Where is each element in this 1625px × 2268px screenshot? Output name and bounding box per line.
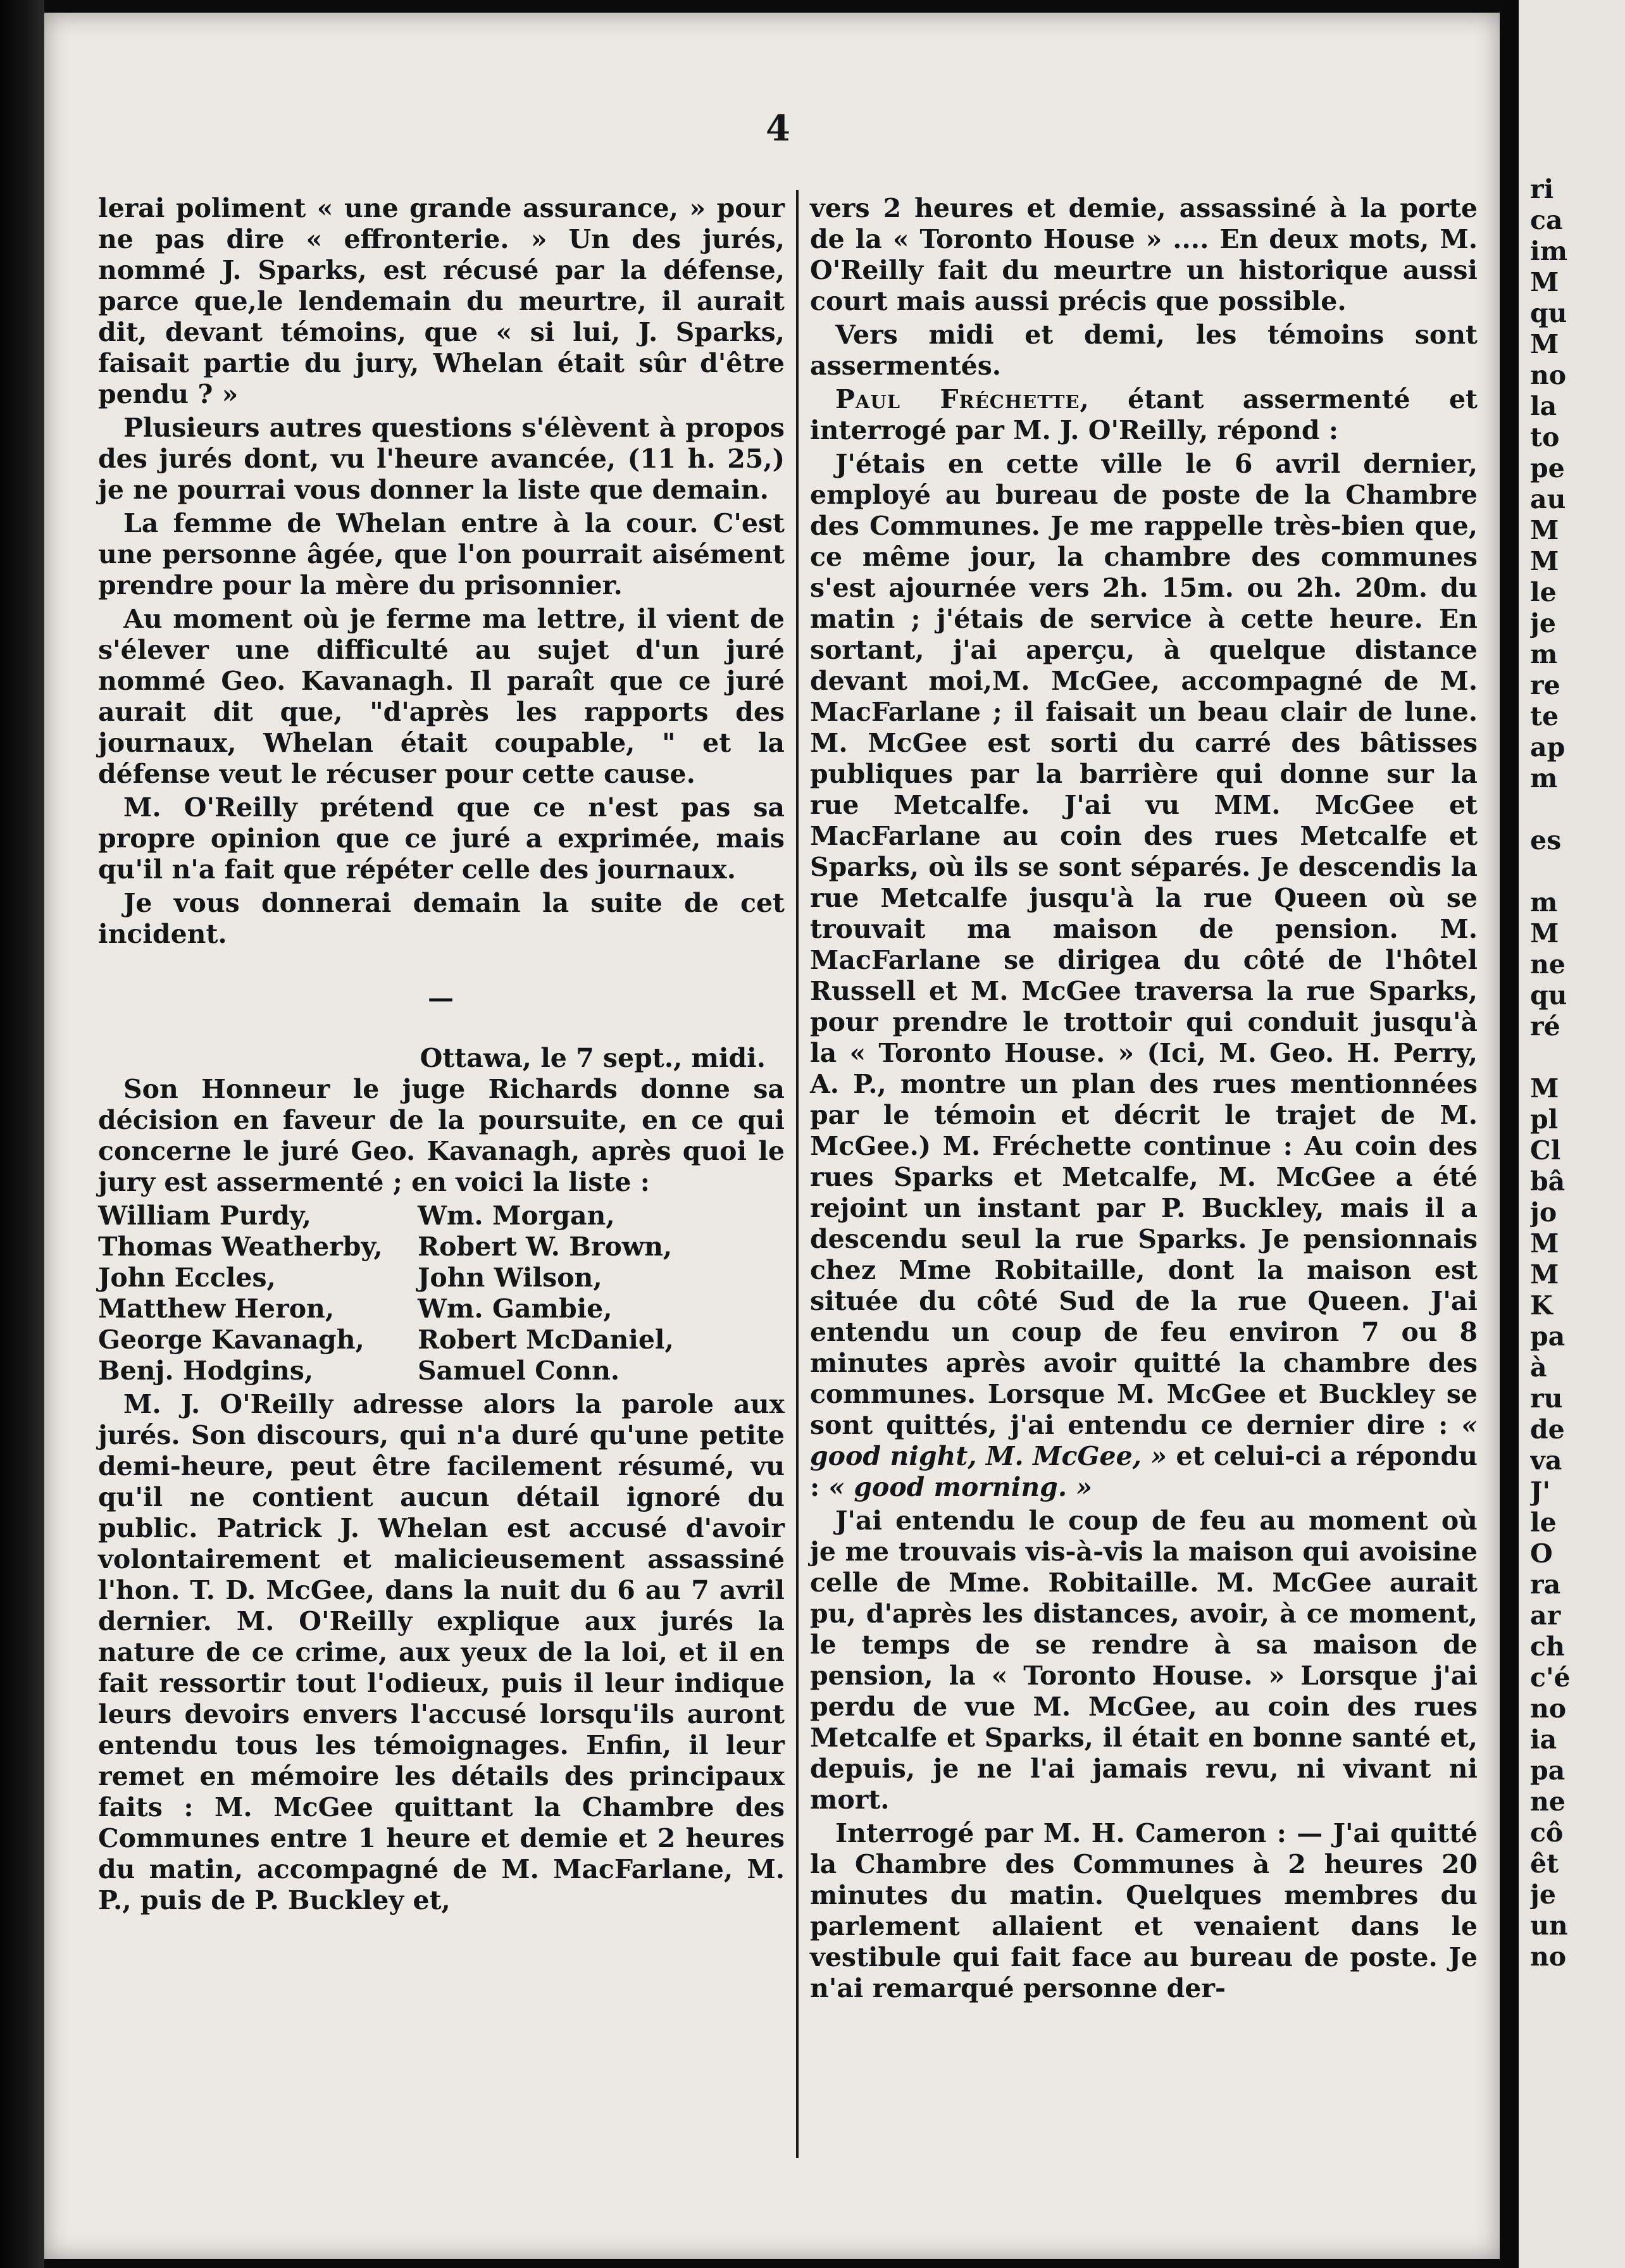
fragment-line: ca [1530, 205, 1563, 235]
fragment-line: J' [1530, 1476, 1550, 1507]
fragment-line: Cl [1530, 1135, 1561, 1166]
juror: William Purdy, [98, 1200, 311, 1231]
paragraph: La femme de Whelan entre à la cour. C'est une personne âgée, que l'on pourrait aisément prendre pour la mère du prisonnier. [98, 508, 785, 601]
fragment-line: ar [1530, 1600, 1561, 1631]
fragment-line: ri [1530, 174, 1554, 204]
fragment-line: ch [1530, 1631, 1565, 1662]
juror: Robert McDaniel, [418, 1324, 674, 1355]
section-separator: — [428, 983, 455, 1013]
testimony-text: et celui-ci a répondu : [810, 1441, 1478, 1502]
fragment-line: un [1530, 1910, 1568, 1941]
fragment-line: m [1530, 763, 1558, 794]
jury-list [98, 1200, 785, 1386]
juror: Benj. Hodgins, [98, 1355, 314, 1386]
fragment-line: ra [1530, 1569, 1561, 1600]
fragment-line: bâ [1530, 1166, 1566, 1197]
paragraph: Plusieurs autres questions s'élèvent à propos des jurés dont, vu l'heure avancée, (11 h. 25,) je ne pourrai vous donner la liste que demain. [98, 413, 785, 505]
fragment-line: pl [1530, 1104, 1559, 1135]
fragment-line: êt [1530, 1848, 1559, 1879]
fragment-line: cô [1530, 1817, 1564, 1848]
fragment-line: M [1530, 267, 1559, 297]
juror: Thomas Weatherby, [98, 1231, 383, 1262]
fragment-line: M [1530, 329, 1559, 359]
fragment-line: jo [1530, 1197, 1557, 1228]
fragment-line [1530, 1042, 1625, 1073]
page-number: 4 [766, 108, 790, 149]
fragment-line: M [1530, 1259, 1559, 1290]
fragment-line: K [1530, 1290, 1553, 1321]
fragment-line: O [1530, 1538, 1553, 1569]
fragment-line: to [1530, 422, 1560, 452]
fragment-line: qu [1530, 980, 1567, 1011]
adjacent-page-edge [1519, 0, 1625, 2268]
quote-good-night: « good night, M. McGee, » [810, 1410, 1478, 1471]
juror: John Wilson, [418, 1262, 602, 1293]
juror: Wm. Morgan, [418, 1200, 615, 1231]
paragraph: lerai poliment « une grande assurance, » pour ne pas dire « effronterie. » Un des jurés, nommé J. Sparks, est récusé par la défense, parce que,le lendemain du meurtre, il aurait dit, devant témoins, que « si lui, J. Sparks, faisait partie du jury, Whelan était sûr d'être pendu ? » [98, 193, 785, 409]
fragment-line: au [1530, 484, 1566, 514]
witness-paragraph [810, 384, 1478, 446]
paragraph: vers 2 heures et demie, assassiné à la porte de la « Toronto House » .... En deux mots, M. O'Reilly fait du meurtre un historique aussi court mais aussi précis que possible. [810, 193, 1478, 316]
fragment-line: te [1530, 701, 1559, 732]
paragraph: Son Honneur le juge Richards donne sa décision en faveur de la poursuite, en ce qui concerne le juré Geo. Kavanagh, après quoi le jury est assermenté ; en voici la liste : [98, 1074, 785, 1197]
adjacent-page-fragments [1530, 174, 1625, 1972]
fragment-line [1530, 856, 1625, 887]
fragment-line: je [1530, 1879, 1556, 1910]
juror: Matthew Heron, [98, 1293, 335, 1324]
witness-name: Paul Fréchette [835, 384, 1080, 414]
paragraph: Je vous donnerai demain la suite de cet incident. [98, 888, 785, 949]
juror: Samuel Conn. [418, 1355, 620, 1386]
fragment-line: je [1530, 608, 1556, 639]
fragment-line: pa [1530, 1755, 1566, 1786]
scan-gutter [1500, 0, 1519, 2268]
paragraph: Au moment où je ferme ma lettre, il vient de s'élever une difficulté au sujet d'un juré nommé Geo. Kavanagh. Il paraît que ce juré aurait dit que, "d'après les rapports des journaux, Whelan était coupable, " et la défense veut le récuser pour cette cause. [98, 604, 785, 789]
fragment-line: M [1530, 546, 1559, 576]
fragment-line: M [1530, 1228, 1559, 1259]
paragraph [810, 449, 1478, 1503]
fragment-line: ap [1530, 732, 1566, 763]
fragment-line: le [1530, 577, 1557, 608]
dateline: Ottawa, le 7 sept., midi. [420, 1043, 766, 1073]
juror: John Eccles, [98, 1262, 276, 1293]
fragment-line: m [1530, 639, 1558, 670]
fragment-line: ru [1530, 1383, 1563, 1414]
fragment-line: M [1530, 918, 1559, 949]
fragment-line [1530, 794, 1625, 825]
fragment-line: de [1530, 1414, 1565, 1445]
fragment-line: ia [1530, 1724, 1557, 1755]
paragraph: M. J. O'Reilly adresse alors la parole aux jurés. Son discours, qui n'a duré qu'une petite demi-heure, peut être facilement résumé, vu qu'il ne contient aucun détail ignoré du public. Patrick J. Whelan est accusé d'avoir volontairement et malicieusement assassiné l'hon. T. D. McGee, dans la nuit du 6 au 7 avril dernier. M. O'Reilly explique aux jurés la nature de ce crime, aux yeux de la loi, et il en fait ressortir tout l'odieux, puis il leur indique leurs devoirs envers l'accusé lorsqu'ils auront entendu tous les témoignages. Enfin, il leur remet en mémoire les détails des principaux faits : M. McGee quittant la Chambre des Communes entre 1 heure et demie et 2 heures du matin, accompagné de M. MacFarlane, M. P., puis de P. Buckley et, [98, 1389, 785, 1916]
fragment-line: ne [1530, 949, 1566, 980]
fragment-line: va [1530, 1445, 1562, 1476]
fragment-line: pe [1530, 453, 1565, 483]
fragment-line: qu [1530, 298, 1567, 328]
fragment-line: re [1530, 670, 1560, 701]
left-column [98, 193, 785, 1916]
fragment-line: le [1530, 1507, 1557, 1538]
column-rule [796, 190, 799, 2158]
juror: Wm. Gambie, [418, 1293, 613, 1324]
fragment-line: M [1530, 515, 1559, 545]
fragment-line: ne [1530, 1786, 1566, 1817]
paragraph: M. O'Reilly prétend que ce n'est pas sa propre opinion que ce juré a exprimée, mais qu'il n'a fait que répéter celle des journaux. [98, 792, 785, 885]
fragment-line: la [1530, 391, 1557, 421]
fragment-line: im [1530, 236, 1567, 266]
fragment-line: no [1530, 1693, 1567, 1724]
juror: George Kavanagh, [98, 1324, 364, 1355]
paragraph: Vers midi et demi, les témoins sont assermentés. [810, 320, 1478, 381]
fragment-line: M [1530, 1073, 1559, 1104]
scan-edge [0, 0, 44, 2268]
juror: Robert W. Brown, [418, 1231, 673, 1262]
witness-intro: , étant assermenté et interrogé par M. J. O'Reilly, répond : [810, 384, 1478, 446]
paragraph: Interrogé par M. H. Cameron : — J'ai quitté la Chambre des Communes à 2 heures 20 minutes du matin. Quelques membres du parlement allaient et venaient dans le vestibule qui fait face au bureau de poste. Je n'ai remarqué personne der- [810, 1818, 1478, 2003]
fragment-line: à [1530, 1352, 1547, 1383]
testimony-text: J'étais en cette ville le 6 avril dernier, employé au bureau de poste de la Chambre des Communes. Je me rappelle très-bien que, ce même jour, la chambre des communes s'est ajournée vers 2h. 15m. ou 2h. 20m. du matin ; j'étais de service à cette heure. En sortant, j'ai aperçu, à quelque distance devant moi,M. McGee, accompagné de M. MacFarlane ; il faisait un beau clair de lune. M. McGee est sorti du carré des bâtisses publiques par la barrière qui donne sur la rue Metcalfe. J'ai vu MM. McGee et MacFarlane au coin des rues Metcalfe et Sparks, où ils se sont séparés. Je descendis la rue Metcalfe jusqu'à la rue Queen où se trouvait ma maison de pension. M. MacFarlane se dirigea du côté de l'hôtel Russell et M. McGee traversa la rue Sparks, pour prendre le trottoir qui conduit jusqu'à la « Toronto House. » (Ici, M. Geo. H. Perry, A. P., montre un plan des rues mentionnées par le témoin et décrit le trajet de M. McGee.) M. Fréchette continue : Au coin des rues Sparks et Metcalfe, M. McGee a été rejoint un instant par P. Buckley, mais il a descendu seul la rue Sparks. Je pensionnais chez Mme Robitaille, dont la maison est située du côté Sud de la rue Queen. J'ai entendu un coup de feu environ 7 ou 8 minutes après avoir quitté la chambre des communes. Lorsque M. McGee et Buckley se sont quittés, j'ai entendu ce dernier dire : [810, 449, 1478, 1440]
fragment-line: pa [1530, 1321, 1566, 1352]
fragment-line: m [1530, 887, 1558, 918]
newspaper-page [44, 13, 1500, 2259]
fragment-line: c'é [1530, 1662, 1571, 1693]
fragment-line: no [1530, 1941, 1567, 1972]
fragment-line: es [1530, 825, 1562, 856]
right-column [810, 193, 1478, 2004]
fragment-line: ré [1530, 1011, 1560, 1042]
paragraph: J'ai entendu le coup de feu au moment où je me trouvais vis-à-vis la maison qui avoisine celle de Mme. Robitaille. M. McGee aurait pu, d'après les distances, avoir, à ce moment, le temps de se rendre à sa maison de pension, la « Toronto House. » Lorsque j'ai perdu de vue M. McGee, au coin des rues Metcalfe et Sparks, il était en bonne santé et, depuis, je ne l'ai jamais revu, ni vivant ni mort. [810, 1505, 1478, 1815]
quote-good-morning: « good morning. » [828, 1472, 1092, 1502]
fragment-line: no [1530, 360, 1567, 390]
